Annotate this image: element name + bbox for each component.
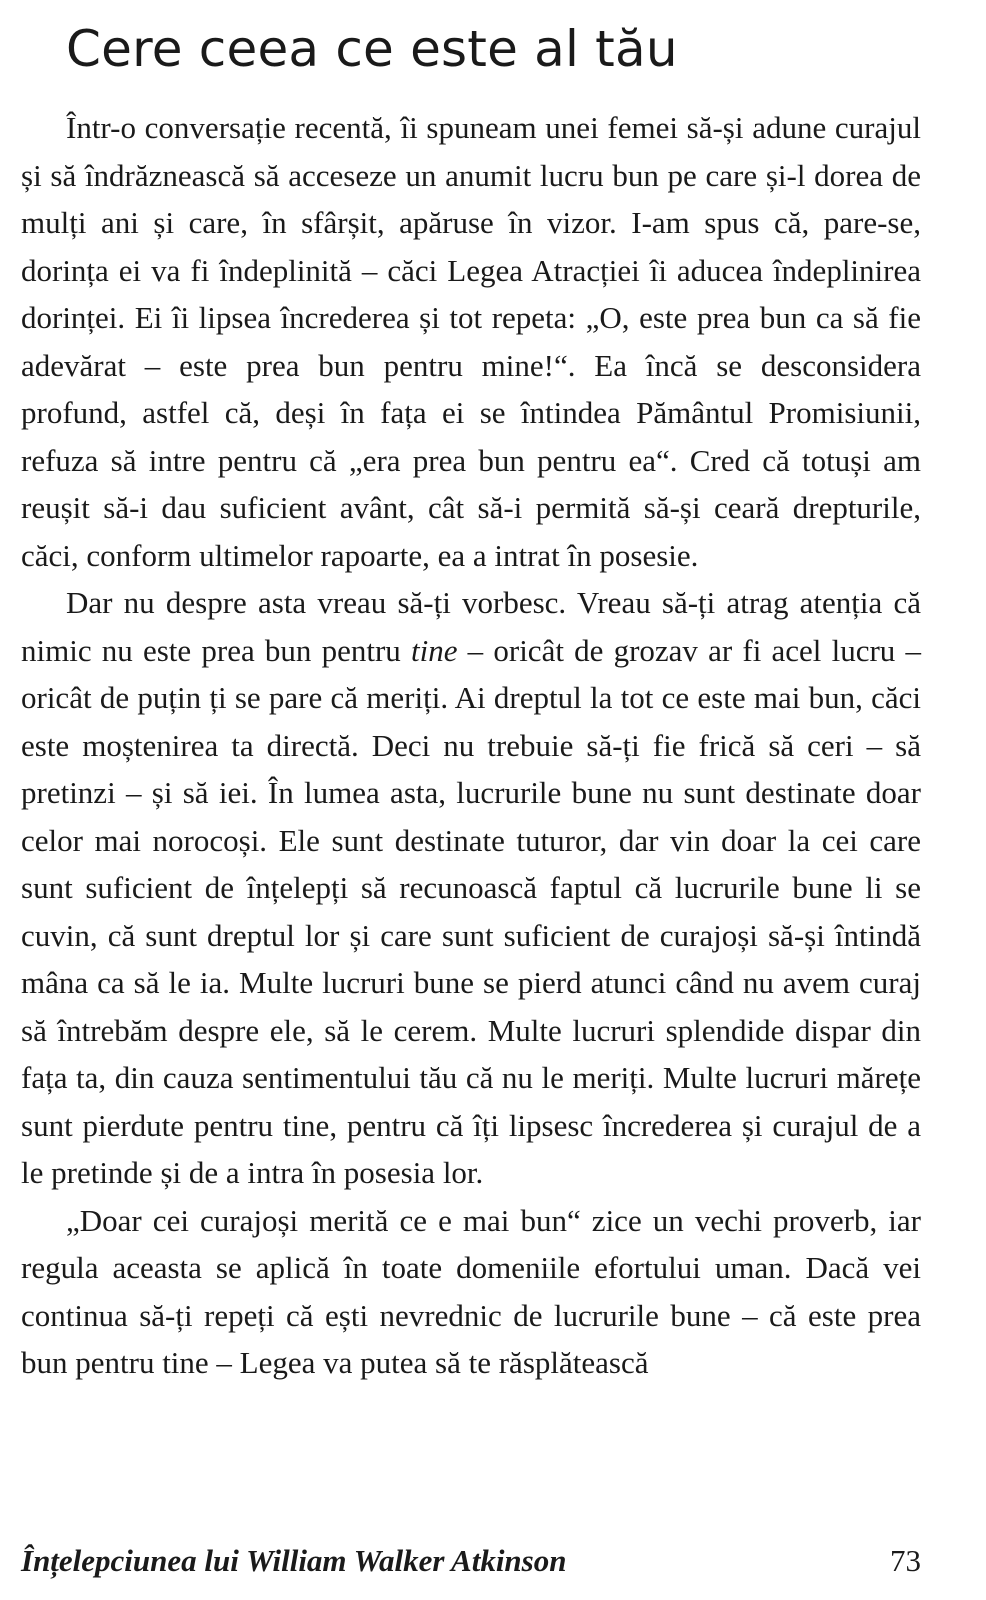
running-footer-book-title: Înțelepciunea lui William Walker Atkinson [21,1543,567,1578]
page-footer [21,1538,921,1584]
paragraph-3 [21,1197,921,1387]
paragraph-text: Dar nu despre asta vreau să-ți vorbesc. Vreau să-ți atrag atenția că nimic nu este prea bun pentru [21,585,921,668]
paragraph-1 [21,104,921,579]
chapter-title: Cere ceea ce este al tău [66,20,678,78]
paragraph-2 [21,579,921,1197]
paragraph-text: „Doar cei curajoși merită ce e mai bun“ zice un vechi proverb, iar regula aceasta se aplică în toate domeniile efortului uman. Dacă vei continua să-ți repeți că ești nevrednic de lucrurile bune – că este prea bun pentru tine – Legea va putea să te răsplătească [21,1202,921,1380]
page-number: 73 [890,1543,921,1578]
chapter-body [21,104,921,1387]
paragraph-text: – oricât de grozav ar fi acel lucru – oricât de puțin ți se pare că meriți. Ai dreptul la tot ce este mai bun, căci este moștenirea ta directă. Deci nu trebuie să-ți fie frică să ceri – să pretinzi – și să iei. În lumea asta, lucrurile bune nu sunt destinate doar celor mai norocoși. Ele sunt destinate tuturor, dar vin doar la cei care sunt suficient de înțelepți să recunoască faptul că lucrurile bune li se cuvin, că sunt dreptul lor și care sunt suficient de curajoși să-și întindă mâna ca să le ia. Multe lucruri bune se pierd atunci când nu avem curaj să întrebăm despre ele, să le cerem. Multe lucruri splendide dispar din fața ta, din cauza sentimentului tău că nu le meriți. Multe lucruri mărețe sunt pierdute pentru tine, pentru că îți lipsesc încrederea și curajul de a le pretinde și de a intra în posesia lor. [21,632,921,1190]
emphasized-word: tine [410,632,458,668]
paragraph-text: Într-o conversație recentă, îi spuneam unei femei să-și adune curajul și să îndrăznească să acceseze un anumit lucru bun pe care și-l dorea de mulți ani și care, în sfârșit, apăruse în vizor. I-am spus că, pare-se, dorința ei va fi îndeplinită – căci Legea Atracției îi aducea îndeplinirea dorinței. Ei îi lipsea încrederea și tot repeta: „O, este prea bun ca să fie adevărat – este prea bun pentru mine!“. Ea încă se desconsidera profund, astfel că, deși în fața ei se întindea Pământul Promisiunii, refuza să intre pentru că „era prea bun pentru ea“. Cred că totuși am reușit să-i dau suficient avânt, cât să-i permită să-și ceară drepturile, căci, conform ultimelor rapoarte, ea a intrat în posesie. [21,110,921,573]
